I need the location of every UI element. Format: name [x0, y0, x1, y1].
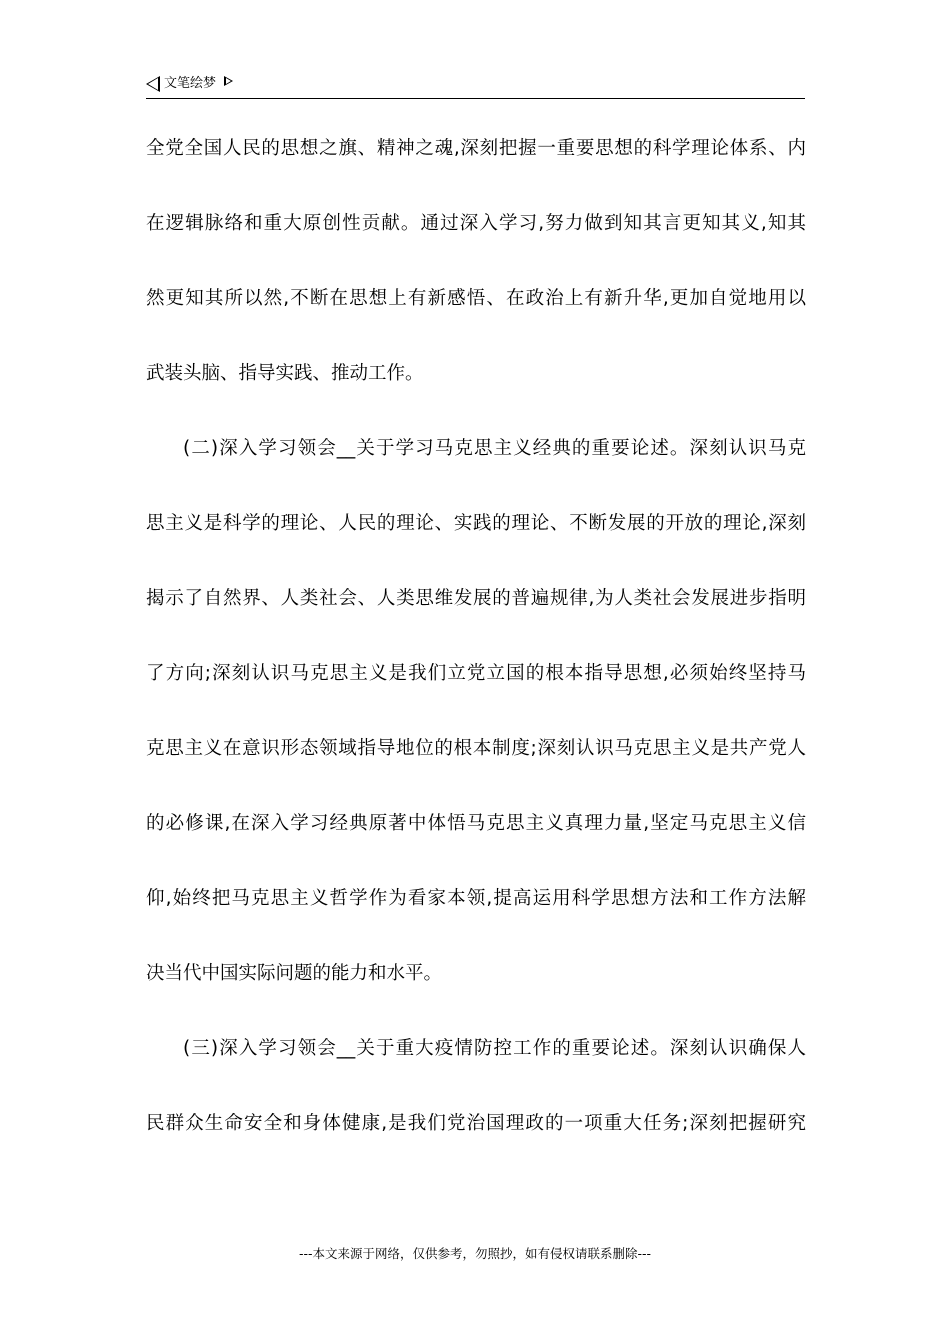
- text-line: 克思主义在意识形态领域指导地位的根本制度;深刻认识马克思主义是共产党人: [146, 738, 806, 759]
- text-line: 思主义是科学的理论、人民的理论、实践的理论、不断发展的开放的理论,深刻: [146, 513, 806, 534]
- text-line: 武装头脑、指导实践、推动工作。: [146, 363, 424, 384]
- header-brand: [146, 76, 233, 92]
- text-line: 了方向;深刻认识马克思主义是我们立党立国的根本指导思想,必须始终坚持马: [146, 663, 806, 684]
- document-body: [146, 129, 806, 1179]
- text-line: 仰,始终把马克思主义哲学作为看家本领,提高运用科学思想方法和工作方法解: [146, 888, 806, 909]
- text-line: 然更知其所以然,不断在思想上有新感悟、在政治上有新升华,更加自觉地用以: [146, 288, 806, 309]
- page-header: [146, 72, 805, 99]
- text-line: 在逻辑脉络和重大原创性贡献。通过深入学习,努力做到知其言更知其义,知其: [146, 213, 806, 234]
- text-line: 揭示了自然界、人类社会、人类思维发展的普遍规律,为人类社会发展进步指明: [146, 588, 806, 609]
- triangle-left-icon: [146, 76, 160, 92]
- text-line: (二)深入学习领会__关于学习马克思主义经典的重要论述。深刻认识马克: [183, 438, 806, 459]
- page-footer: ---本文来源于网络，仅供参考，勿照抄，如有侵权请联系删除---: [298, 1246, 652, 1261]
- text-line: (三)深入学习领会__关于重大疫情防控工作的重要论述。深刻认识确保人: [183, 1038, 806, 1059]
- triangle-right-icon: [224, 76, 233, 86]
- text-line: 决当代中国实际问题的能力和水平。: [146, 963, 443, 984]
- text-line: 民群众生命安全和身体健康,是我们党治国理政的一项重大任务;深刻把握研究: [146, 1113, 806, 1134]
- text-line: 的必修课,在深入学习经典原著中体悟马克思主义真理力量,坚定马克思主义信: [146, 813, 806, 834]
- header-title: 文笔绘梦: [164, 76, 217, 91]
- text-line: 全党全国人民的思想之旗、精神之魂,深刻把握一重要思想的科学理论体系、内: [146, 138, 806, 159]
